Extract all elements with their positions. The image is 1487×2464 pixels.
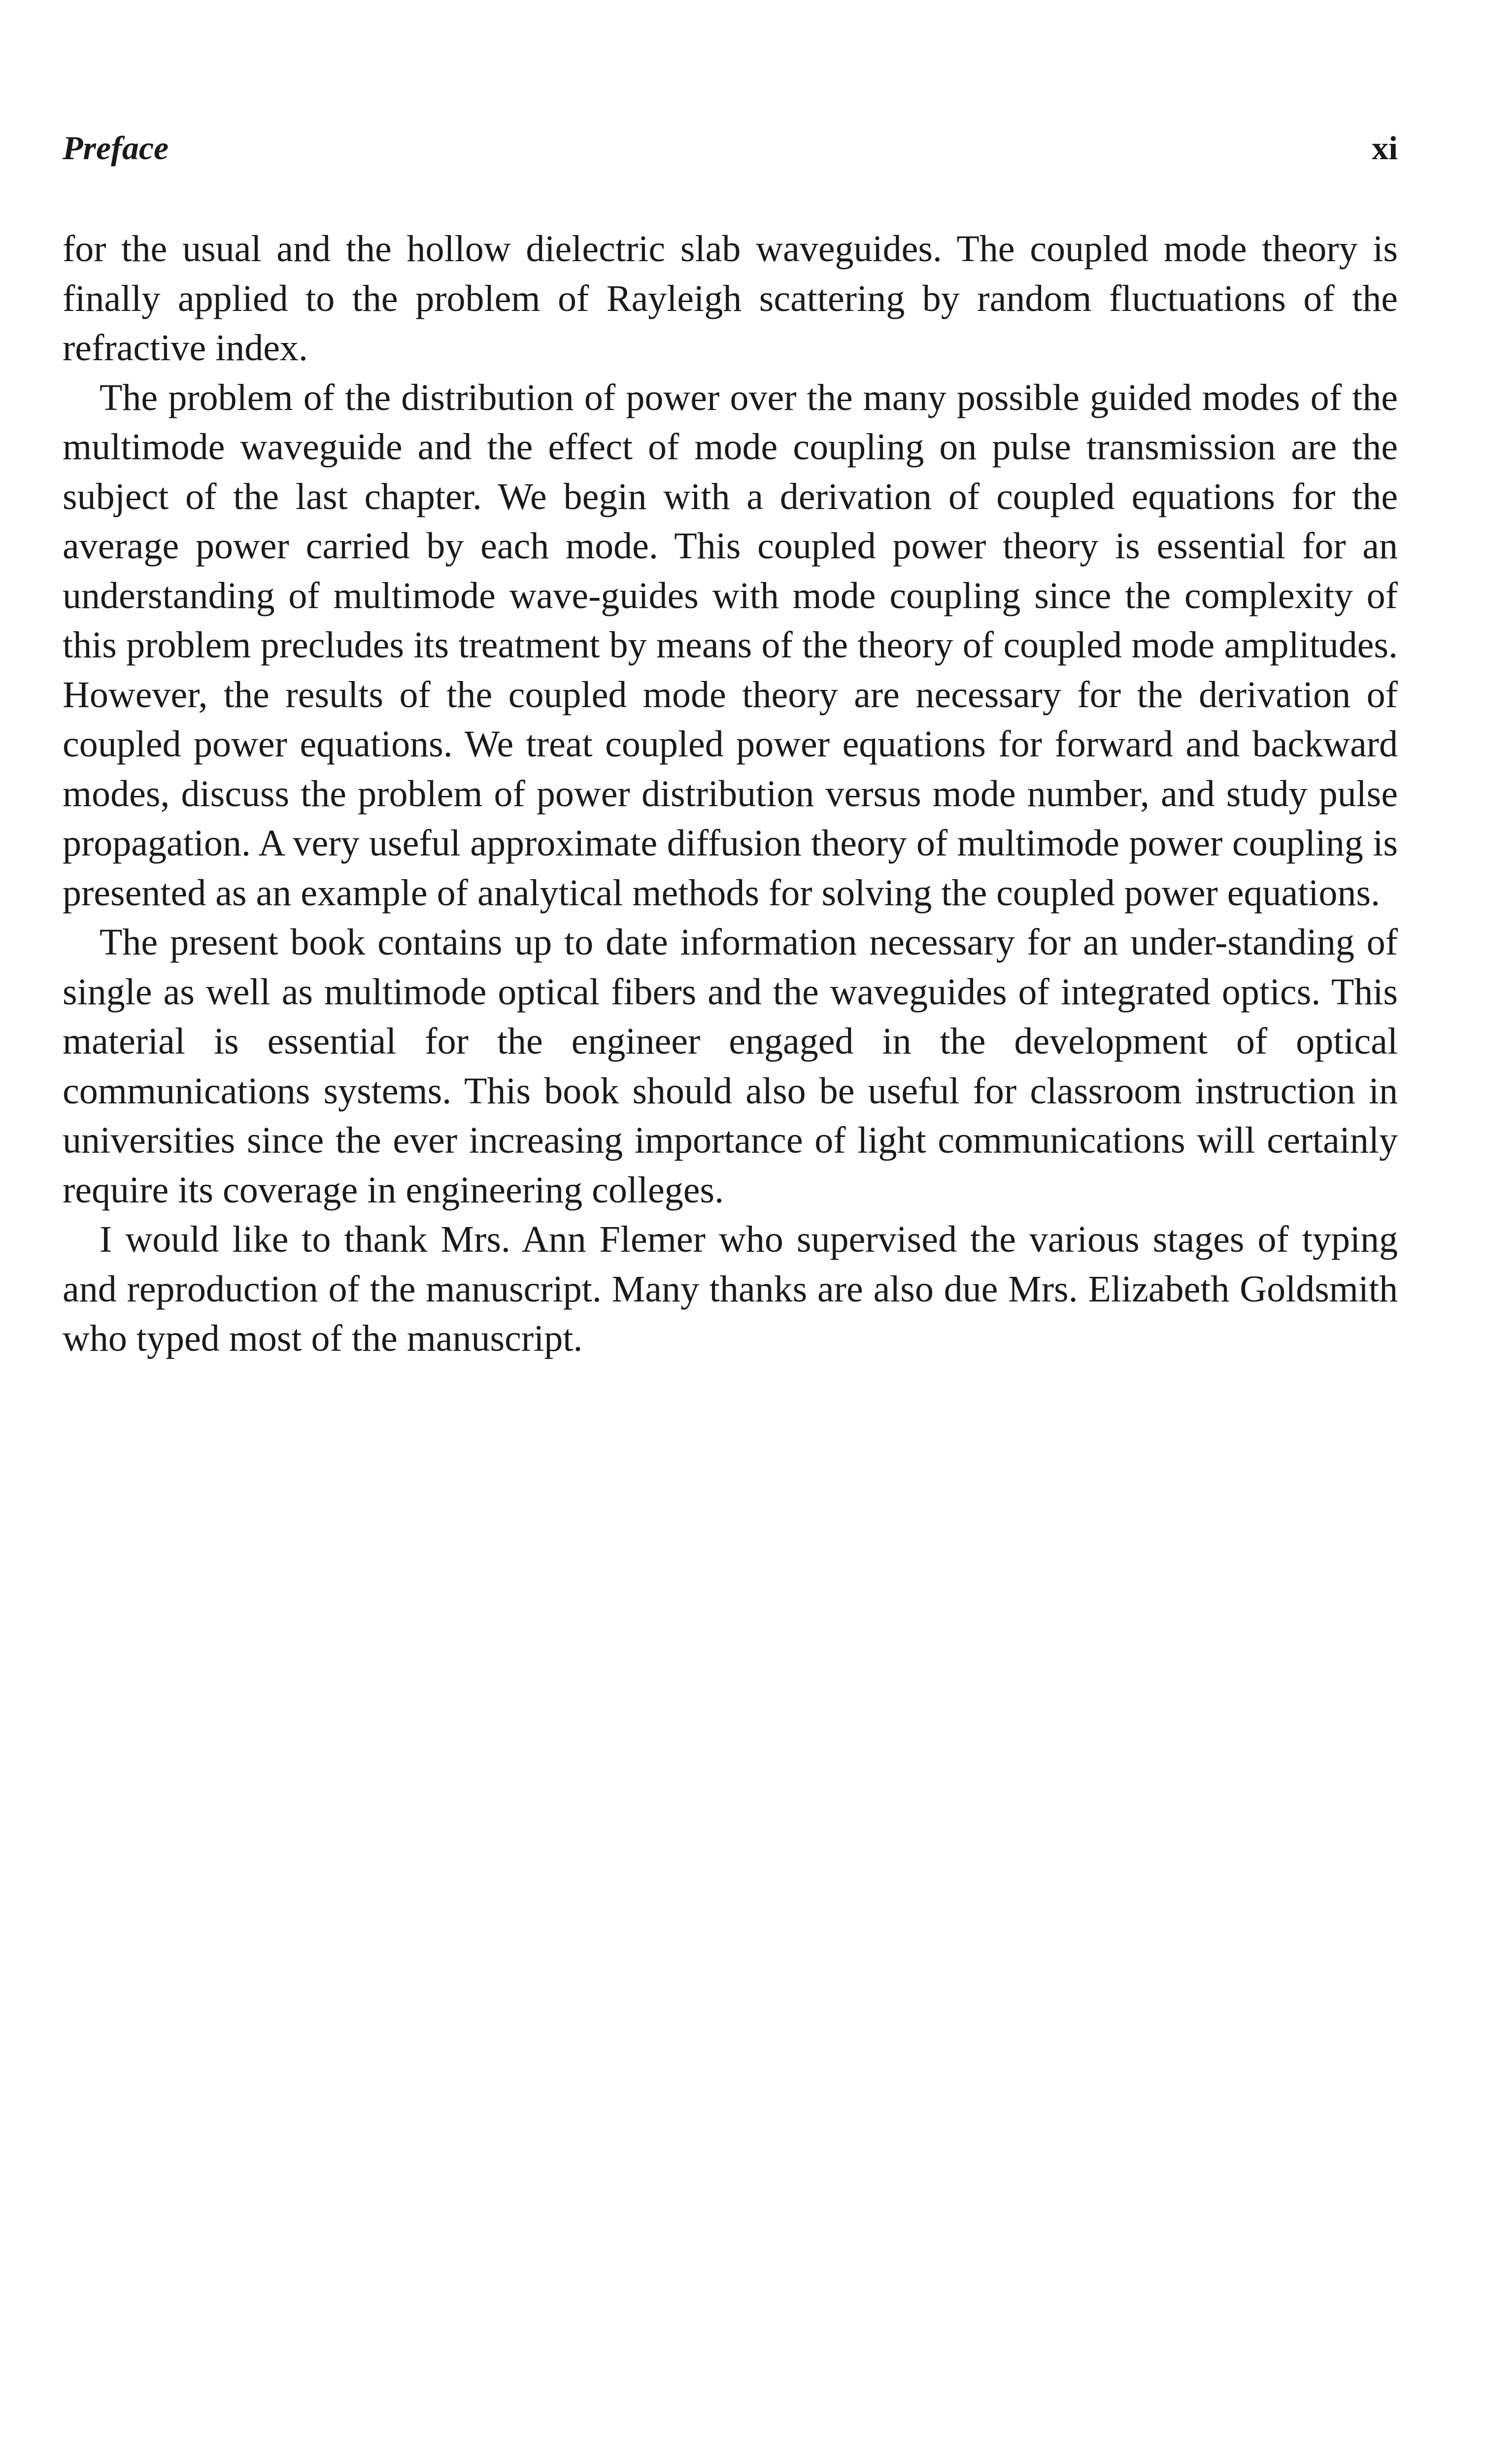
paragraph-book-contents: The present book contains up to date information necessary for an under-standing of single as well as multimode optical fibers and the waveguides of integrated optics. This material is essential for the engineer engaged in the development of optical communications systems. This book should also be useful for classroom instruction in universities since the ever increasing importance of light communications will certainly require its coverage in engineering colleges. bbox=[63, 922, 1398, 1211]
running-title: Preface bbox=[63, 129, 169, 167]
paragraph-continuation: for the usual and the hollow dielectric slab waveguides. The coupled mode theory is finally applied to the problem of Rayleigh scattering by random fluctuations of the refractive index. bbox=[63, 228, 1398, 369]
paragraph-acknowledgements: I would like to thank Mrs. Ann Flemer who supervised the various stages of typing and reproduction of the manuscript. Many thanks are also due Mrs. Elizabeth Goldsmith who typed most of the manuscript. bbox=[63, 1219, 1398, 1359]
body-text bbox=[63, 224, 1398, 1364]
running-head bbox=[63, 126, 1398, 170]
paragraph-power-coupling: The problem of the distribution of power over the many possible guided modes of the multimode waveguide and the effect of mode coupling on pulse transmission are the subject of the last chapter. We begin with a derivation of coupled equations for the average power carried by each mode. This coupled power theory is essential for an understanding of multimode wave-guides with mode coupling since the complexity of this problem precludes its treatment by means of the theory of coupled mode amplitudes. However, the results of the coupled mode theory are necessary for the derivation of coupled power equations. We treat coupled power equations for forward and backward modes, discuss the problem of power distribution versus mode number, and study pulse propagation. A very useful approximate diffusion theory of multimode power coupling is presented as an example of analytical methods for solving the coupled power equations. bbox=[63, 376, 1398, 914]
page-number: xi bbox=[1372, 129, 1398, 167]
